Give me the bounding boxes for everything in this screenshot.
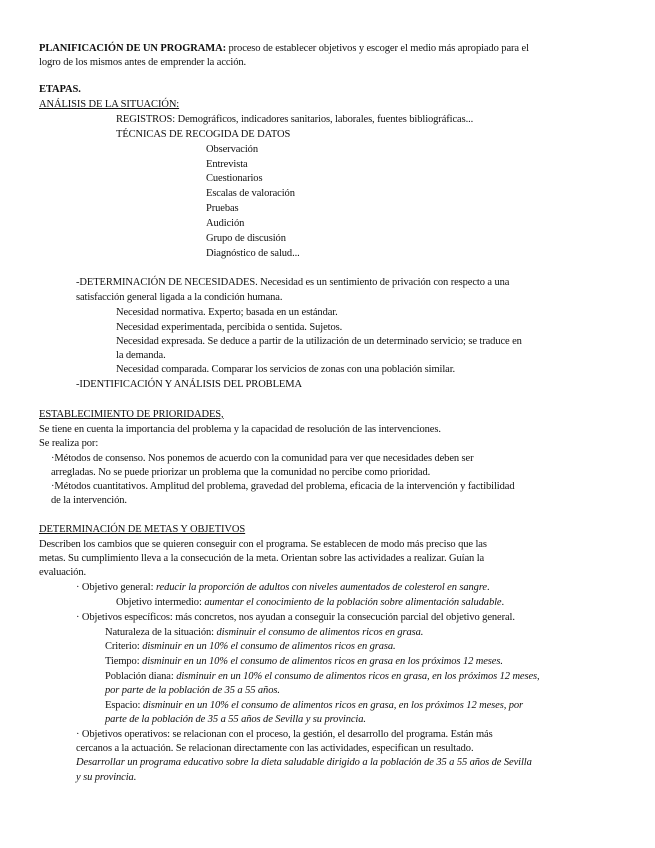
text-segment: arregladas. No se puede priorizar un problema que la comunidad no percibe como prioridad.: [51, 467, 431, 478]
technique-item: [206, 172, 262, 186]
situation-nature: [105, 626, 423, 640]
time-criterion: [105, 655, 503, 669]
text-segment: Tiempo:: [105, 656, 143, 667]
stages-heading: [39, 83, 81, 97]
operative-objectives-cont: [76, 742, 473, 756]
specific-objectives: [76, 611, 515, 625]
technique-item: [206, 202, 239, 216]
text-segment: reducir la proporción de adultos con niveles aumentados de colesterol en sangre: [155, 582, 487, 593]
text-segment: -DETERMINACIÓN DE NECESIDADES. Necesidad es un sentimiento de privación con respecto a una: [76, 277, 510, 288]
text-segment: Población diana:: [105, 671, 177, 682]
text-segment: por parte de la población de 35 a 55 años.: [105, 685, 280, 696]
text-segment: Espacio:: [105, 700, 143, 711]
text-segment: ETAPAS.: [39, 84, 81, 95]
general-objective: [76, 581, 490, 595]
text-segment: Cuestionarios: [206, 173, 263, 184]
text-segment: TÉCNICAS DE RECOGIDA DE DATOS: [116, 129, 291, 140]
operative-example-cont: [76, 771, 136, 785]
text-segment: REGISTROS: Demográficos, indicadores sanitarios, laborales, fuentes bibliográficas...: [116, 114, 474, 125]
text-segment: ·Métodos de consenso. Nos ponemos de acuerdo con la comunidad para ver que necesidades deben ser: [51, 453, 474, 464]
technique-item: [206, 158, 248, 172]
text-segment: Grupo de discusión: [206, 233, 286, 244]
need-experienced: [116, 321, 342, 335]
text-segment: de la intervención.: [51, 495, 127, 506]
text-segment: y su provincia.: [76, 772, 137, 783]
text-segment: cercanos a la actuación. Se relacionan directamente con las actividades, especifican un resultado.: [76, 743, 474, 754]
goals-text-cont: [39, 552, 484, 566]
quantitative-method-cont: [51, 494, 127, 508]
program-definition-cont: [39, 56, 246, 70]
goals-text: [39, 538, 487, 552]
technique-item: [206, 217, 244, 231]
priorities-methods-intro: [39, 437, 98, 451]
needs-determination-cont: [76, 291, 282, 305]
text-segment: Describen los cambios que se quieren conseguir con el programa. Se establecen de modo más preciso que las: [39, 539, 487, 550]
target-population-cont: [105, 684, 280, 698]
consensus-method-cont: [51, 466, 430, 480]
operative-objectives: [76, 728, 493, 742]
text-segment: Audición: [206, 218, 245, 229]
technique-item: [206, 143, 258, 157]
registros-item: [116, 113, 473, 127]
text-segment: Necesidad expresada. Se deduce a partir de la utilización de un determinado servicio; se traduce en: [116, 336, 522, 347]
need-normative: [116, 306, 338, 320]
space-criterion-cont: [105, 713, 366, 727]
text-segment: Escalas de valoración: [206, 188, 295, 199]
text-segment: parte de la población de 35 a 55 años de Sevilla y su provincia.: [105, 714, 366, 725]
space-criterion: [105, 699, 523, 713]
text-segment: proceso de establecer objetivos y escoger el medio más apropiado para el: [225, 43, 529, 54]
text-segment: · Objetivos operativos: se relacionan con el proceso, la gestión, el desarrollo del programa. Están más: [76, 729, 493, 740]
text-segment: ESTABLECIMIENTO DE PRIORIDADES,: [39, 409, 224, 420]
text-segment: Se realiza por:: [39, 438, 99, 449]
need-expressed-cont: [116, 349, 166, 363]
intermediate-objective: [116, 596, 504, 610]
need-expressed: [116, 335, 522, 349]
techniques-heading: [116, 128, 290, 142]
goals-heading: [39, 523, 245, 537]
text-segment: Diagnóstico de salud...: [206, 248, 300, 259]
quantitative-method: [51, 480, 514, 494]
technique-item: [206, 187, 295, 201]
operative-example: [76, 756, 532, 770]
text-segment: Naturaleza de la situación:: [105, 627, 217, 638]
text-segment: disminuir en un 10% el consumo de alimentos ricos en grasa, en los próximos 12 meses,: [176, 671, 540, 682]
situation-analysis-heading: [39, 98, 179, 112]
text-segment: Entrevista: [206, 159, 248, 170]
criterion: [105, 640, 396, 654]
text-segment: disminuir el consumo de alimentos ricos en grasa.: [216, 627, 424, 638]
text-segment: Pruebas: [206, 203, 239, 214]
technique-item: [206, 247, 300, 261]
text-segment: ·Métodos cuantitativos. Amplitud del problema, gravedad del problema, eficacia de la intervención y factibilidad: [51, 481, 515, 492]
text-segment: Objetivo intermedio:: [116, 597, 205, 608]
consensus-method: [51, 452, 474, 466]
text-segment: aumentar el conocimiento de la población sobre alimentación saludable: [204, 597, 502, 608]
needs-determination: [76, 276, 509, 290]
text-segment: Necesidad normativa. Experto; basada en un estándar.: [116, 307, 338, 318]
priorities-heading: [39, 408, 224, 422]
priorities-text: [39, 423, 441, 437]
text-segment: satisfacción general ligada a la condición humana.: [76, 292, 283, 303]
text-segment: disminuir en un 10% el consumo de alimentos ricos en grasa.: [142, 641, 396, 652]
text-segment: Necesidad comparada. Comparar los servicios de zonas con una población similar.: [116, 364, 456, 375]
text-segment: .: [487, 582, 490, 593]
text-segment: .: [501, 597, 505, 608]
goals-text-end: [39, 566, 86, 580]
text-segment: metas. Su cumplimiento lleva a la consecución de la meta. Orientan sobre las actividades a realizar. Guían la: [39, 553, 485, 564]
text-segment: · Objetivo general:: [76, 582, 156, 593]
problem-identification: [76, 378, 302, 392]
text-segment: PLANIFICACIÓN DE UN PROGRAMA:: [39, 43, 226, 54]
text-segment: la demanda.: [116, 350, 166, 361]
target-population: [105, 670, 540, 684]
text-segment: Desarrollar un programa educativo sobre la dieta saludable dirigido a la población de 35 a 55 años de Sevilla: [76, 757, 532, 768]
program-definition: [39, 42, 529, 56]
text-segment: -IDENTIFICACIÓN Y ANÁLISIS DEL PROBLEMA: [76, 379, 302, 390]
text-segment: Se tiene en cuenta la importancia del problema y la capacidad de resolución de las intervenciones.: [39, 424, 441, 435]
text-segment: disminuir en un 10% el consumo de alimentos ricos en grasa, en los próximos 12 meses, por: [142, 700, 524, 711]
text-segment: Criterio:: [105, 641, 143, 652]
text-segment: Observación: [206, 144, 258, 155]
text-segment: disminuir en un 10% el consumo de alimentos ricos en grasa en los próximos 12 meses.: [142, 656, 503, 667]
text-segment: logro de los mismos antes de emprender la acción.: [39, 57, 247, 68]
text-segment: · Objetivos específicos: más concretos, nos ayudan a conseguir la consecución parcial del objetivo general.: [76, 612, 515, 623]
text-segment: Necesidad experimentada, percibida o sentida. Sujetos.: [116, 322, 343, 333]
text-segment: DETERMINACIÓN DE METAS Y OBJETIVOS: [39, 524, 246, 535]
text-segment: ANÁLISIS DE LA SITUACIÓN:: [39, 99, 180, 110]
technique-item: [206, 232, 286, 246]
need-compared: [116, 363, 455, 377]
text-segment: evaluación.: [39, 567, 87, 578]
